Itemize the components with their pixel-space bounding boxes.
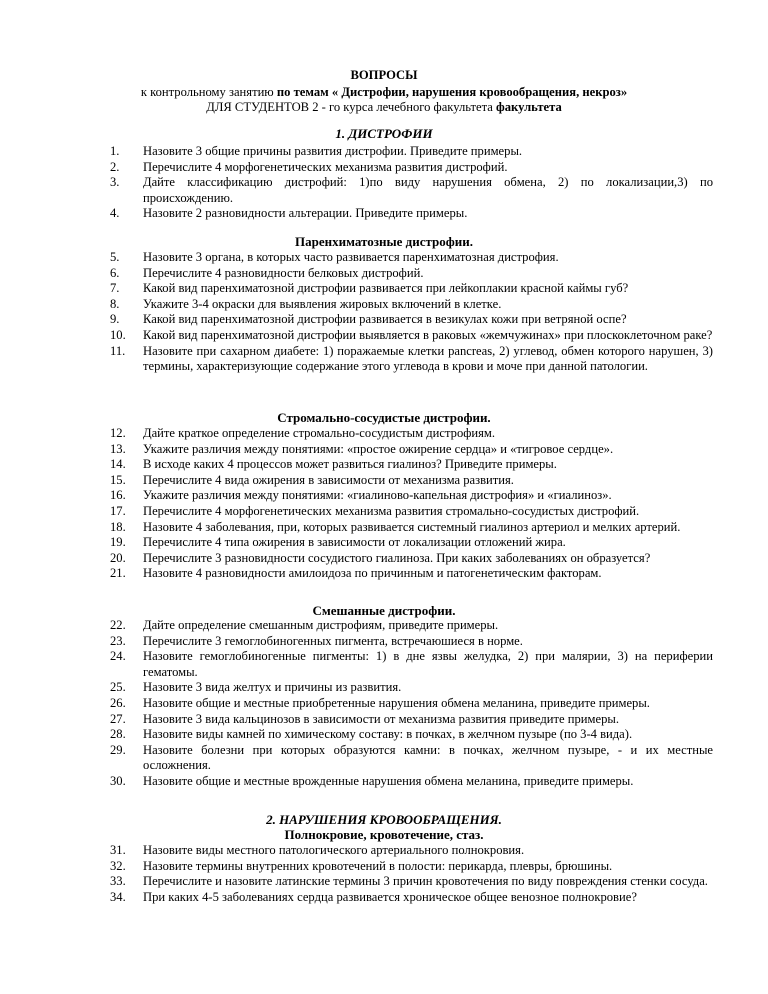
question-item xyxy=(110,175,713,206)
question-list-parenchymal xyxy=(110,250,713,375)
question-text: Перечислите 4 разновидности белковых дистрофий. xyxy=(143,265,424,280)
question-number: 27. xyxy=(110,711,126,726)
question-number: 34. xyxy=(110,889,126,904)
subtitle-line-2-text: ДЛЯ СТУДЕНТОВ 2 - го курса лечебного факультета xyxy=(206,100,497,114)
question-text: Назовите 3 органа, в которых часто развивается паренхиматозная дистрофия. xyxy=(143,250,559,264)
question-number: 10. xyxy=(110,327,126,342)
document-title: ВОПРОСЫ xyxy=(350,68,418,82)
question-text: Назовите 4 заболевания, при, которых развивается системный гиалиноз артериол и мелких артерий. xyxy=(143,519,681,534)
question-number: 2. xyxy=(110,159,120,174)
question-number: 5. xyxy=(110,250,120,264)
question-item xyxy=(110,160,713,176)
question-number: 16. xyxy=(110,488,126,503)
question-list-general xyxy=(110,144,713,222)
question-number: 29. xyxy=(110,742,126,757)
question-text: Назовите болезни при которых образуются камни: в почках, желчном пузыре, - и их местные осложнения. xyxy=(143,742,713,773)
question-item xyxy=(110,712,713,728)
question-item xyxy=(110,696,713,712)
question-number: 19. xyxy=(110,535,126,550)
question-text: Назовите 4 разновидности амилоидоза по причинным и патогенетическим факторам. xyxy=(143,566,602,581)
question-number: 26. xyxy=(110,695,126,710)
question-text: Дайте определение смешанным дистрофиям, приведите примеры. xyxy=(143,618,499,632)
question-item xyxy=(110,890,713,906)
question-text: Дайте классификацию дистрофий: 1)по виду нарушения обмена, 2) по локализации,3) по происхождению. xyxy=(143,175,713,205)
question-number: 23. xyxy=(110,633,126,648)
question-text: Дайте краткое определение стромально-сосудистым дистрофиям. xyxy=(143,426,496,440)
subsection-heading-parenchymal: Паренхиматозные дистрофии. xyxy=(295,234,473,249)
question-number: 3. xyxy=(110,175,120,190)
question-item xyxy=(110,634,713,650)
question-text: Какой вид паренхиматозной дистрофии развивается при лейкоплакии красной каймы губ? xyxy=(143,281,629,296)
question-number: 20. xyxy=(110,550,126,565)
question-number: 15. xyxy=(110,472,126,487)
question-item xyxy=(110,520,713,536)
question-text: Назовите виды камней по химическому составу: в почках, в желчном пузыре (по 3-4 вида). xyxy=(143,727,633,742)
question-number: 33. xyxy=(110,874,126,889)
question-item xyxy=(110,457,713,473)
question-item xyxy=(110,442,713,458)
question-item xyxy=(110,144,713,160)
question-item xyxy=(110,774,713,790)
question-number: 14. xyxy=(110,457,126,472)
subsection-heading-hyperemia: Полнокровие, кровотечение, стаз. xyxy=(284,827,484,842)
question-item xyxy=(110,297,713,313)
question-number: 31. xyxy=(110,843,126,857)
question-text: Назовите гемоглобиногенные пигменты: 1) в дне язвы желудка, 2) при малярии, 3) на периферии гематомы. xyxy=(143,649,713,679)
question-number: 30. xyxy=(110,773,126,788)
question-number: 8. xyxy=(110,296,120,311)
question-list-mixed xyxy=(110,618,713,790)
question-number: 1. xyxy=(110,144,120,158)
question-number: 6. xyxy=(110,265,120,280)
question-text: Назовите термины внутренних кровотечений в полости: перикарда, плевры, брюшины. xyxy=(143,858,613,873)
question-list-stromal xyxy=(110,426,713,582)
subsection-heading-mixed: Смешанные дистрофии. xyxy=(312,603,456,618)
question-text: Перечислите 4 вида ожирения в зависимости от механизма развития. xyxy=(143,472,514,487)
question-item xyxy=(110,504,713,520)
question-number: 22. xyxy=(110,618,126,632)
question-item xyxy=(110,680,713,696)
question-text: При каких 4-5 заболеваниях сердца развивается хроническое общее венозное полнокровие? xyxy=(143,889,637,904)
question-number: 32. xyxy=(110,858,126,873)
subtitle-line-2-bold: факультета xyxy=(496,100,562,114)
question-text: Назовите при сахарном диабете: 1) поражаемые клетки pancreas, 2) углевод, обмен которого нарушен, 3) термины, характеризующие содержание этого углевода в крови и моче при данной патологии. xyxy=(143,343,713,374)
question-item xyxy=(110,281,713,297)
question-item xyxy=(110,328,713,344)
question-item xyxy=(110,535,713,551)
question-item xyxy=(110,874,713,890)
question-text: Перечислите 4 морфогенетических механизма развития стромально-сосудистых дистрофий. xyxy=(143,503,640,518)
question-item xyxy=(110,426,713,442)
question-item xyxy=(110,206,713,222)
question-number: 7. xyxy=(110,281,120,296)
question-number: 11. xyxy=(110,343,126,358)
question-item xyxy=(110,727,713,743)
question-item xyxy=(110,473,713,489)
question-number: 4. xyxy=(110,206,120,221)
question-text: Назовите общие и местные врожденные нарушения обмена меланина, приведите примеры. xyxy=(143,773,634,788)
subtitle-line-2 xyxy=(0,99,768,115)
question-item xyxy=(110,843,713,859)
section-heading-dystrophies: 1. ДИСТРОФИИ xyxy=(335,126,433,141)
question-item xyxy=(110,566,713,582)
question-number: 18. xyxy=(110,519,126,534)
question-text: Назовите 3 вида желтух и причины из развития. xyxy=(143,680,402,695)
subtitle-line-1 xyxy=(0,84,768,100)
question-number: 13. xyxy=(110,441,126,456)
question-text: Укажите различия между понятиями: «простое ожирение сердца» и «тигровое сердце». xyxy=(143,441,614,456)
question-item xyxy=(110,266,713,282)
subsection-heading-stromal: Стромально-сосудистые дистрофии. xyxy=(277,410,491,425)
question-item xyxy=(110,344,713,375)
question-number: 28. xyxy=(110,727,126,742)
subtitle-line-1-text: к контрольному занятию xyxy=(140,85,277,99)
question-item xyxy=(110,551,713,567)
section-heading-circulation: 2. НАРУШЕНИЯ КРОВООБРАЩЕНИЯ. xyxy=(266,812,502,827)
question-text: Назовите 3 вида кальцинозов в зависимости от механизма развития приведите примеры. xyxy=(143,711,620,726)
question-number: 12. xyxy=(110,426,126,440)
question-text: Назовите общие и местные приобретенные нарушения обмена меланина, приведите примеры. xyxy=(143,695,650,710)
question-text: Назовите 3 общие причины развития дистрофии. Приведите примеры. xyxy=(143,144,523,158)
question-text: Какой вид паренхиматозной дистрофии выявляется в раковых «жемчужинах» при плоскоклеточном раке? xyxy=(143,327,713,342)
question-text: Укажите различия между понятиями: «гиалиново-капельная дистрофия» и «гиалиноз». xyxy=(143,488,612,503)
question-item xyxy=(110,859,713,875)
question-list-hyperemia xyxy=(110,843,713,905)
question-number: 25. xyxy=(110,680,126,695)
question-text: Перечислите и назовите латинские термины 3 причин кровотечения по виду повреждения стенки сосуда. xyxy=(143,874,708,889)
question-item xyxy=(110,312,713,328)
question-number: 24. xyxy=(110,649,126,664)
question-text: Перечислите 4 типа ожирения в зависимости от локализации отложений жира. xyxy=(143,535,566,550)
question-number: 9. xyxy=(110,312,120,327)
question-text: В исходе каких 4 процессов может развиться гиалиноз? Приведите примеры. xyxy=(143,457,557,472)
question-text: Укажите 3-4 окраски для выявления жировых включений в клетке. xyxy=(143,296,502,311)
question-item xyxy=(110,649,713,680)
question-text: Перечислите 3 гемоглобиногенных пигмента, встречаюшиеся в норме. xyxy=(143,633,523,648)
question-text: Какой вид паренхиматозной дистрофии развивается в везикулах кожи при ветряной оспе? xyxy=(143,312,627,327)
question-item xyxy=(110,618,713,634)
question-text: Назовите виды местного патологического артериального полнокровия. xyxy=(143,843,525,857)
question-number: 21. xyxy=(110,566,126,581)
question-item xyxy=(110,488,713,504)
question-item xyxy=(110,250,713,266)
question-text: Перечислите 4 морфогенетических механизма развития дистрофий. xyxy=(143,159,508,174)
question-text: Перечислите 3 разновидности сосудистого гиалиноза. При каких заболеваниях он образуется? xyxy=(143,550,651,565)
subtitle-line-1-topic: по темам « Дистрофии, нарушения кровообращения, некроз» xyxy=(276,85,628,99)
question-text: Назовите 2 разновидности альтерации. Приведите примеры. xyxy=(143,206,468,221)
question-item xyxy=(110,743,713,774)
question-number: 17. xyxy=(110,503,126,518)
